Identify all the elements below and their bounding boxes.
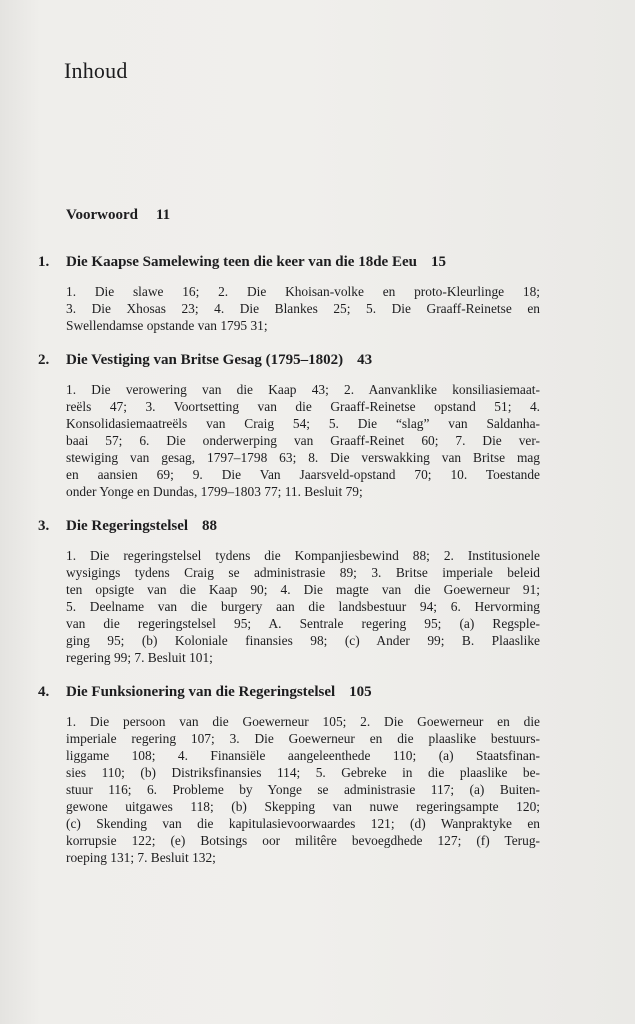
- chapter-number: 2.: [38, 352, 50, 368]
- contents-line: imperiale regering 107; 3. Die Goewerneur en die plaaslike bestuurs-: [66, 731, 540, 746]
- contents-line: 3. Die Xhosas 23; 4. Die Blankes 25; 5. Die Graaff-Reinetse en: [66, 301, 540, 316]
- chapter-heading: [38, 684, 543, 701]
- chapter-title: Die Regeringstelsel: [66, 518, 189, 534]
- chapter-number: 3.: [38, 518, 50, 534]
- contents-line: baai 57; 6. Die onderwerping van Graaff-Reinet 60; 7. Die ver-: [66, 433, 540, 448]
- contents-line: 1. Die persoon van die Goewerneur 105; 2. Die Goewerneur en die: [66, 714, 540, 729]
- chapter-4: [38, 684, 543, 866]
- chapter-title: Die Vestiging van Britse Gesag (1795–1802): [66, 352, 344, 368]
- chapter-page-number: 15: [430, 254, 446, 270]
- contents-line: regering 99; 7. Besluit 101;: [66, 650, 213, 665]
- foreword-label: Voorwoord: [66, 207, 138, 223]
- foreword-entry: [66, 207, 170, 224]
- chapter-contents: [66, 713, 540, 866]
- chapter-number: 4.: [38, 684, 50, 700]
- contents-line: korrupsie 122; (e) Botsings oor militêre bevoegdhede 127; (f) Terug-: [66, 833, 540, 848]
- contents-line: en aansien 69; 9. Die Van Jaarsveld-opstand 70; 10. Toestande: [66, 467, 540, 482]
- chapter-number: 1.: [38, 254, 50, 270]
- contents-line: roeping 131; 7. Besluit 132;: [66, 850, 216, 865]
- contents-line: 1. Die verowering van die Kaap 43; 2. Aanvanklike konsiliasiemaat-: [66, 382, 540, 397]
- chapter-heading: [38, 352, 543, 369]
- chapter-page-number: 105: [349, 684, 372, 700]
- contents-line: ging 95; (b) Koloniale finansies 98; (c) Ander 99; B. Plaaslike: [66, 633, 540, 648]
- contents-line: reëls 47; 3. Voortsetting van die Graaff-Reinetse opstand 51; 4.: [66, 399, 540, 414]
- contents-line: stewiging van gesag, 1797–1798 63; 8. Die verswakking van Britse mag: [66, 450, 540, 465]
- contents-line: 5. Deelname van die burgery aan die landsbestuur 94; 6. Hervorming: [66, 599, 540, 614]
- foreword-page-number: 11: [155, 207, 171, 223]
- chapter-page-number: 88: [202, 518, 218, 534]
- contents-line: onder Yonge en Dundas, 1799–1803 77; 11. Besluit 79;: [66, 484, 363, 499]
- chapter-heading: [38, 254, 543, 271]
- contents-line: Konsolidasiemaatreëls van Craig 54; 5. Die “slag” van Saldanha-: [66, 416, 540, 431]
- contents-line: 1. Die regeringstelsel tydens die Kompanjiesbewind 88; 2. Institusionele: [66, 548, 540, 563]
- contents-line: Swellendamse opstande van 1795 31;: [66, 318, 268, 333]
- page-title: Inhoud: [64, 58, 128, 83]
- contents-line: (c) Skending van die kapitulasievoorwaardes 121; (d) Wanpraktyke en: [66, 816, 540, 831]
- contents-line: gewone uitgawes 118; (b) Skepping van nuwe regeringsampte 120;: [66, 799, 540, 814]
- chapter-2: [38, 352, 543, 500]
- chapter-1: [38, 254, 543, 334]
- contents-line: sies 110; (b) Distriksfinansies 114; 5. Gebreke in die plaaslike be-: [66, 765, 540, 780]
- contents-line: stuur 116; 6. Probleme by Yonge se administrasie 117; (a) Buiten-: [66, 782, 540, 797]
- chapter-contents: [66, 381, 540, 500]
- chapter-heading: [38, 518, 543, 535]
- chapter-contents: [66, 547, 540, 666]
- contents-line: ten opsigte van die Kaap 90; 4. Die magte van die Goewerneur 91;: [66, 582, 540, 597]
- contents-line: liggame 108; 4. Finansiële aangeleenthede 110; (a) Staatsfinan-: [66, 748, 540, 763]
- chapter-page-number: 43: [357, 352, 373, 368]
- contents-line: wysigings tydens Craig se administrasie 89; 3. Britse imperiale beleid: [66, 565, 540, 580]
- chapter-title: Die Kaapse Samelewing teen die keer van die 18de Eeu: [66, 254, 417, 270]
- chapter-contents: [66, 283, 540, 334]
- contents-line: 1. Die slawe 16; 2. Die Khoisan-volke en proto-Kleurlinge 18;: [66, 284, 540, 299]
- chapter-title: Die Funksionering van die Regeringstelsel: [66, 684, 336, 700]
- contents-line: van die regeringstelsel 95; A. Sentrale regering 95; (a) Regsple-: [66, 616, 540, 631]
- chapter-3: [38, 518, 543, 666]
